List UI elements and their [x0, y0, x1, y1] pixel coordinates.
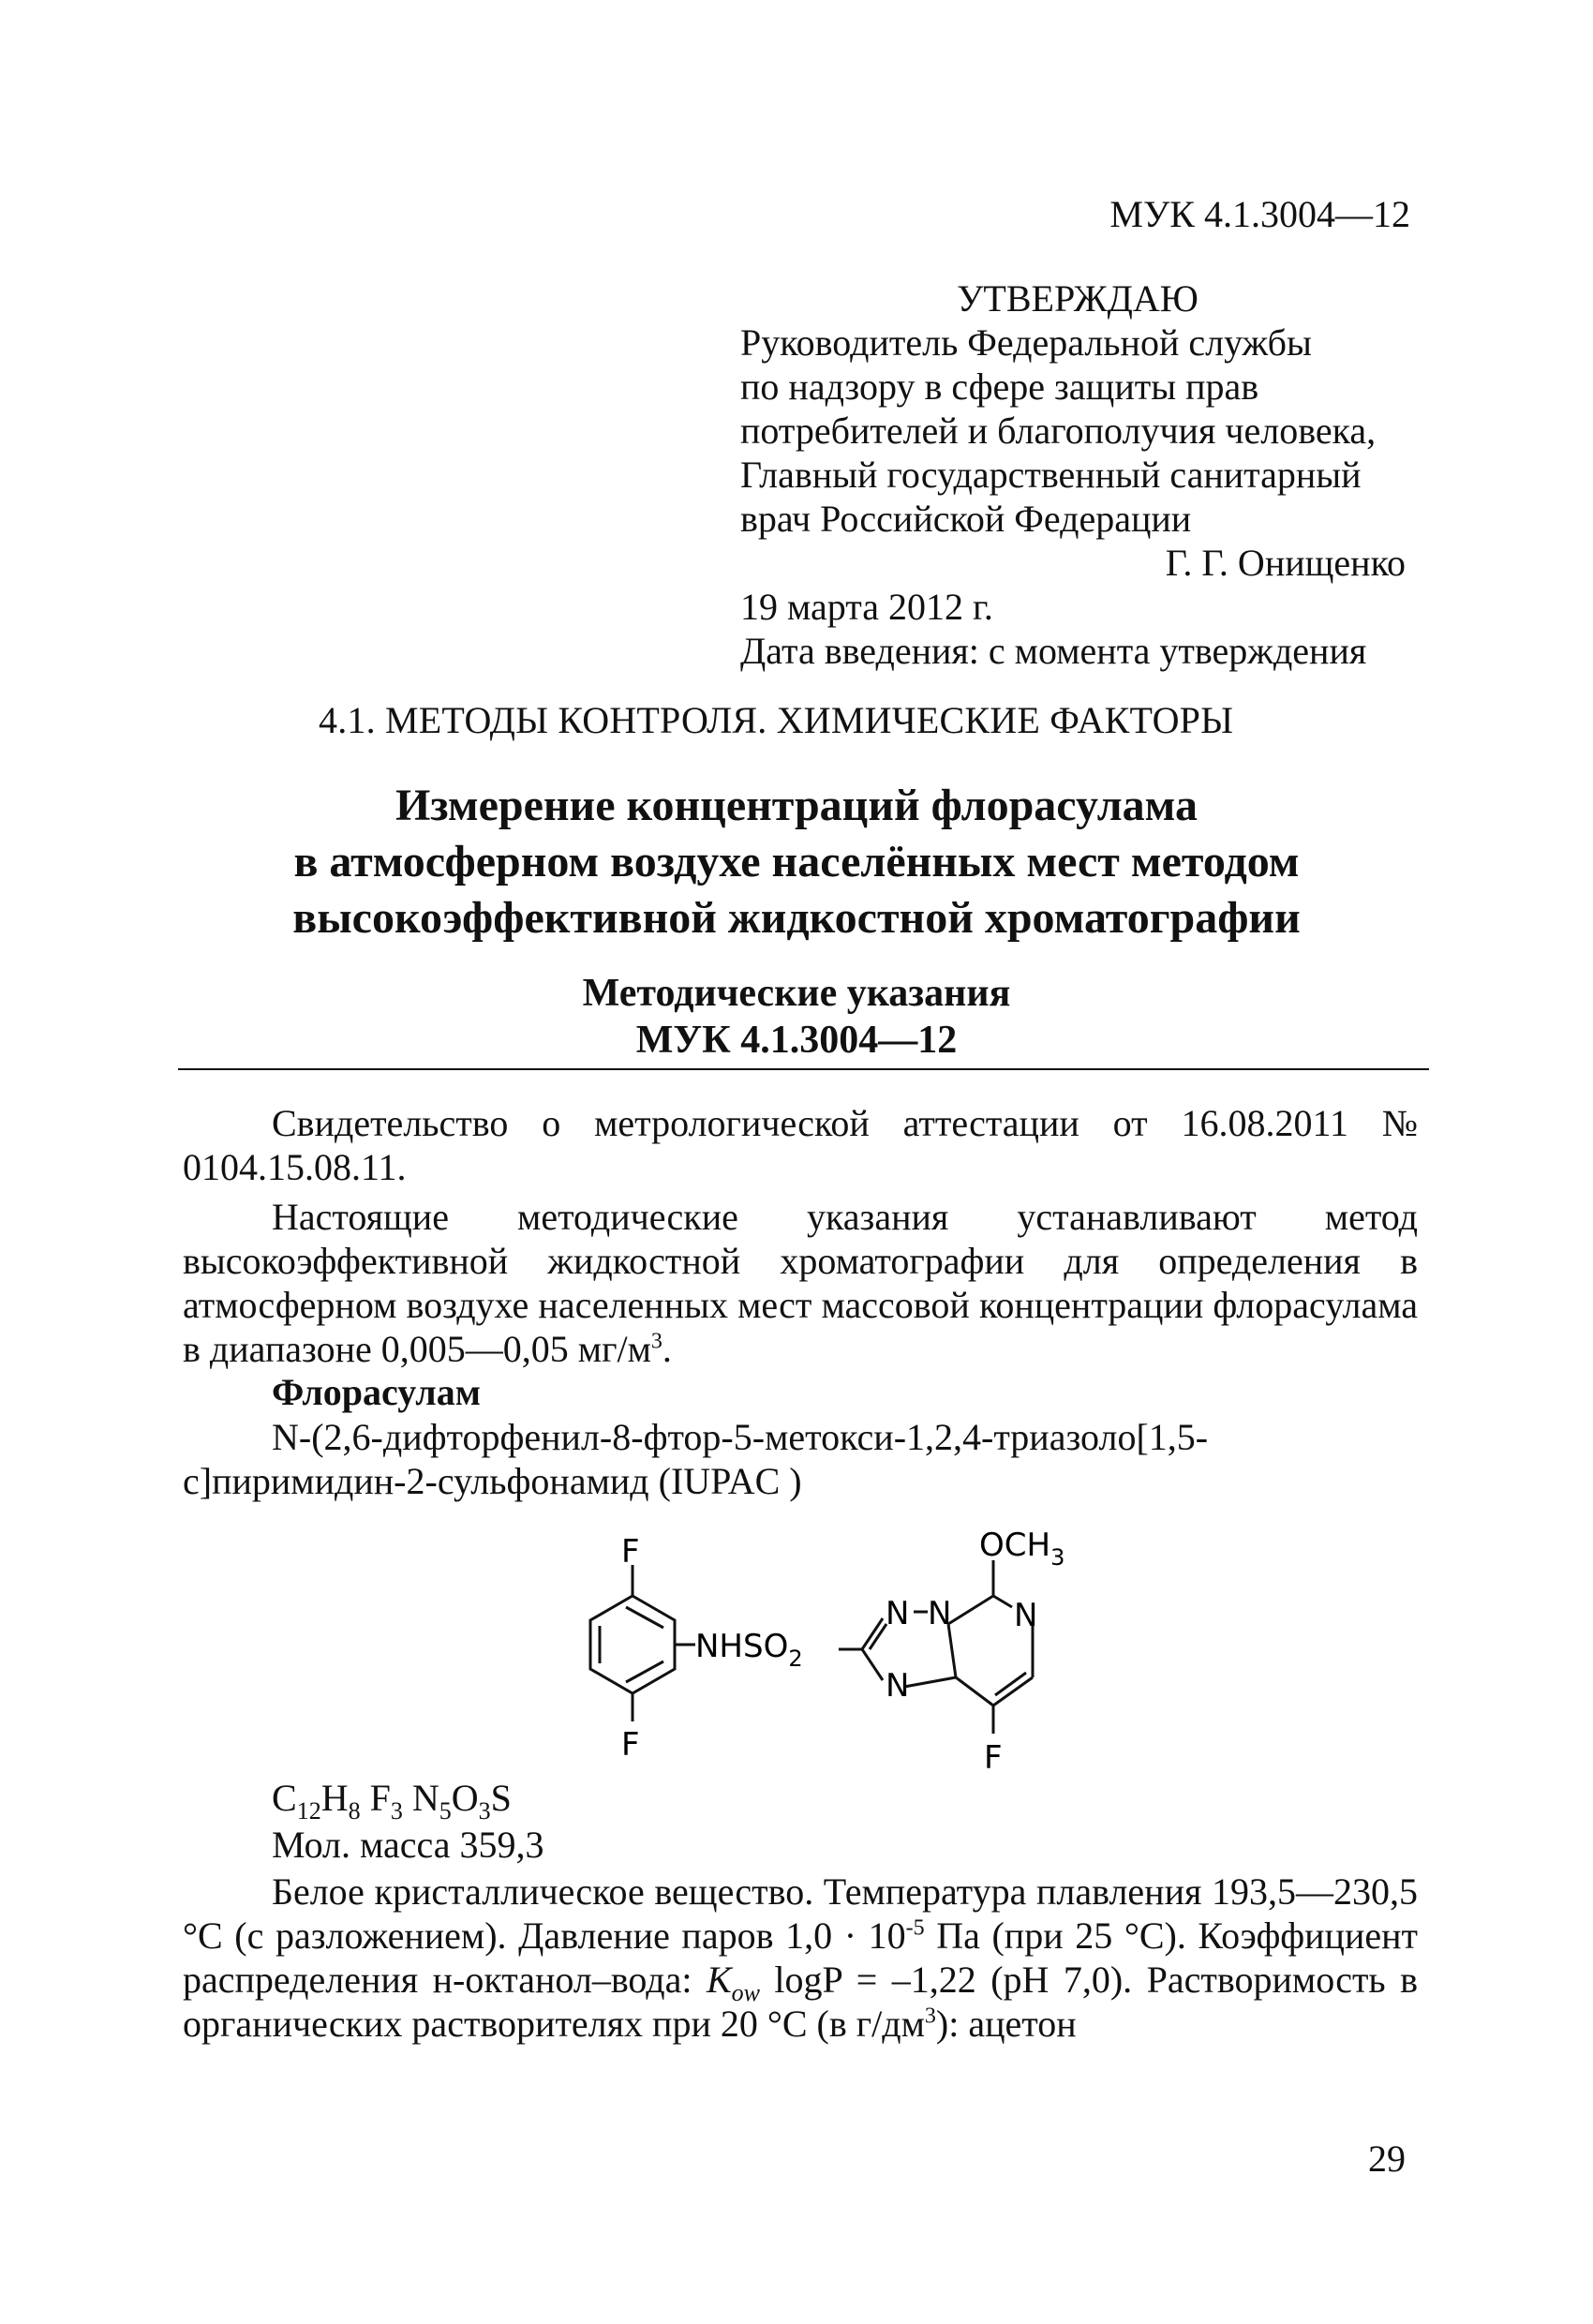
molecular-formula [272, 1776, 512, 1825]
approval-date: 19 марта 2012 г. [740, 586, 993, 628]
formula-index: 5 [439, 1797, 452, 1825]
molecular-mass: Мол. масса 359,3 [272, 1824, 544, 1866]
approval-line: Руководитель Федеральной службы [740, 321, 1312, 364]
structure-fluoro-bottom: F [621, 1726, 640, 1764]
document-title [0, 778, 1593, 946]
structure-nitrogen: N [886, 1667, 910, 1705]
scope-unit-exponent: 3 [650, 1329, 663, 1354]
certificate-paragraph: Свидетельство о метрологической аттестации от 16.08.2011 № 0104.15.08.11. [183, 1102, 1418, 1188]
title-divider [178, 1068, 1429, 1070]
linker-subscript: 2 [788, 1646, 803, 1672]
properties-text: Белое кристаллическое вещество. Температура плавления 193,5—230,5 °С (с разложением). Давление паров 1,0 · 10 [183, 1870, 1418, 1957]
approval-signer: Г. Г. Онищенко [1165, 542, 1406, 584]
subtitle-line: Методические указания [582, 972, 1011, 1015]
approval-line: врач Российской Федерации [740, 498, 1192, 540]
document-code: МУК 4.1.3004—12 [1109, 193, 1410, 235]
scope-paragraph [183, 1195, 1418, 1371]
structure-fluoro-right: F [984, 1739, 1003, 1776]
properties-text: logP = –1,22 (рН 7,0). Растворимость в органических растворителях при 20 °С (в г/дм [183, 1959, 1419, 2045]
section-heading: 4.1. МЕТОДЫ КОНТРОЛЯ. ХИМИЧЕСКИЕ ФАКТОРЫ [319, 699, 1234, 741]
structure-fluoro-top: F [621, 1533, 640, 1571]
linker-text: NHSO [695, 1628, 789, 1665]
subtitle-line: МУК 4.1.3004—12 [635, 1019, 958, 1062]
scope-text: Настоящие методические указания устанавливают метод высокоэффективной жидкостной хроматографии для определения в атмосферном воздухе населенных мест массовой концентрации флорасулама в диапазоне 0,005—0,05 мг/м [183, 1196, 1418, 1370]
approval-line: Главный государственный санитарный [740, 454, 1362, 496]
formula-part: H [320, 1777, 349, 1819]
title-line: Измерение концентраций флорасулама [395, 781, 1198, 830]
structure-methoxy [979, 1527, 1064, 1571]
formula-index: 3 [478, 1797, 491, 1825]
document-subtitle [0, 970, 1593, 1064]
properties-text: Па (при 25 °С). Коэффициент распределения н-октанол–вода: [183, 1914, 1418, 2001]
methoxy-subscript: 3 [1050, 1544, 1065, 1571]
volume-exponent: 3 [924, 2004, 936, 2029]
structural-formula [553, 1523, 1078, 1776]
title-line: в атмосферном воздухе населённых мест методом [293, 837, 1300, 886]
formula-index: 12 [296, 1797, 321, 1825]
formula-part: F [360, 1777, 391, 1819]
formula-index: 8 [348, 1797, 361, 1825]
structure-nitrogen: N [886, 1595, 910, 1632]
formula-index: 3 [390, 1797, 403, 1825]
partition-symbol: K [706, 1959, 732, 2001]
methoxy-text: OCH [979, 1527, 1051, 1564]
substance-heading: Флорасулам [272, 1371, 481, 1413]
pressure-exponent: -5 [905, 1915, 925, 1941]
approval-block [740, 276, 1415, 673]
structure-linker [695, 1628, 803, 1672]
structure-nitrogen: N [1014, 1597, 1038, 1634]
formula-part: N [402, 1777, 439, 1819]
approval-line: по надзору в сфере защиты прав [740, 365, 1259, 408]
title-line: высокоэффективной жидкостной хроматографии [292, 893, 1301, 943]
approval-heading: УТВЕРЖДАЮ [957, 277, 1198, 320]
page-number: 29 [1368, 2138, 1406, 2180]
iupac-name: N-(2,6-дифторфенил-8-фтор-5-метокси-1,2,4-триазоло[1,5-с]пиримидин-2-сульфонамид (IUPAC ) [183, 1416, 1209, 1502]
properties-text: ): ацетон [935, 2003, 1077, 2045]
scope-end: . [662, 1328, 672, 1370]
approval-line: потребителей и благополучия человека, [740, 410, 1377, 452]
formula-part: S [490, 1777, 512, 1819]
approval-effective-date: Дата введения: с момента утверждения [740, 630, 1367, 672]
partition-subscript: ow [731, 1979, 760, 2006]
properties-paragraph [183, 1870, 1418, 2046]
formula-part: O [451, 1777, 479, 1819]
formula-part: C [272, 1777, 297, 1819]
structure-nitrogen: N [928, 1595, 952, 1632]
triazolopyrimidine-ring [862, 1560, 1033, 1734]
